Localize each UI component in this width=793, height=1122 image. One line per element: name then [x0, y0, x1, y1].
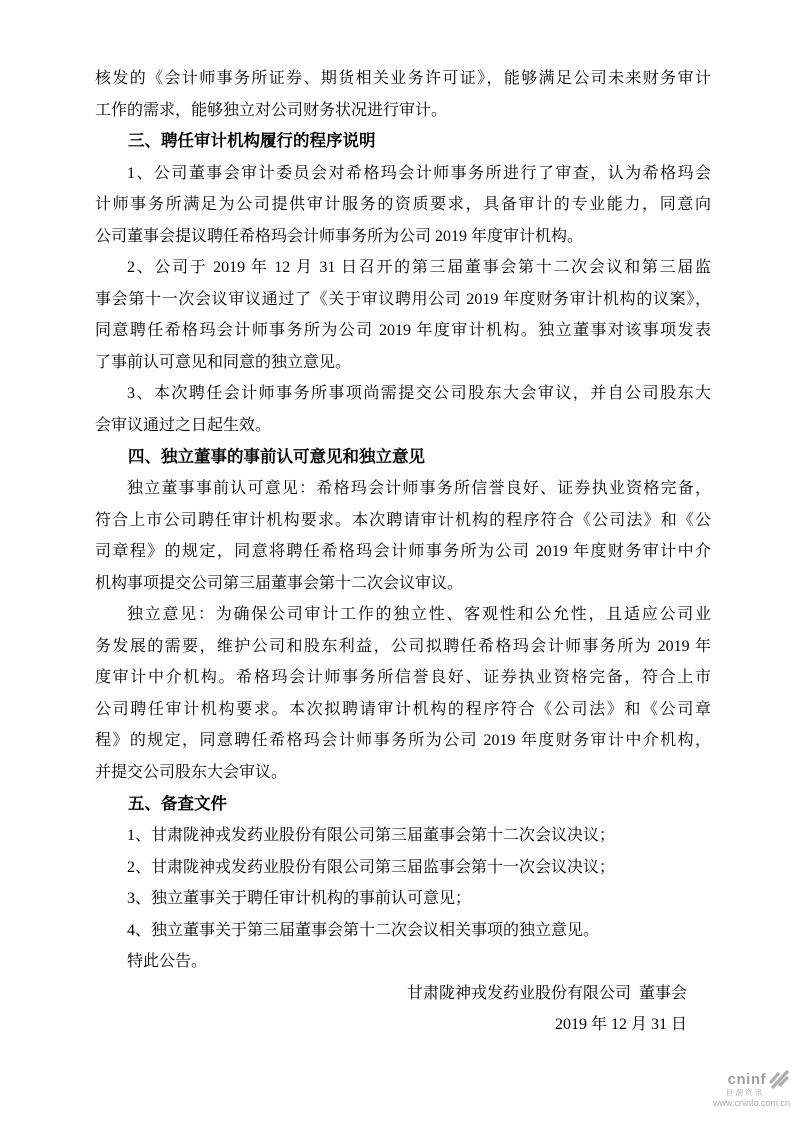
text-line: 1、公司董事会审计委员会对希格玛会计师事务所进行了审查，认为希格玛会: [127, 164, 711, 182]
text-line: 机构事项提交公司第三届董事会第十二次会议审议。: [95, 574, 464, 592]
text-line: 并提交公司股东大会审议。: [95, 764, 288, 782]
paragraph: [95, 883, 711, 915]
section-heading: [95, 789, 711, 821]
cninfo-swoosh-icon: [768, 1070, 790, 1089]
cninfo-watermark: [670, 1070, 790, 1108]
text-line: 2019 年 12 月 31 日: [554, 1016, 687, 1034]
text-line: 3、本次聘任会计师事务所事项尚需提交公司股东大会审议，并自公司股东大: [127, 385, 711, 403]
text-line: 务发展的需要，维护公司和股东利益，公司拟聘任希格玛会计师事务所为 2019 年: [95, 637, 711, 655]
text-line: 独立意见：为确保公司审计工作的独立性、客观性和公允性，且适应公司业: [127, 606, 711, 624]
text-line: 公司聘任审计机构要求。本次拟聘请审计机构的程序符合《公司法》和《公司章: [95, 700, 711, 718]
text-line: 五、备查文件: [128, 794, 227, 813]
text-line: 1、甘肃陇神戎发药业股份有限公司第三届董事会第十二次会议决议；: [127, 827, 616, 845]
text-line: 公司董事会提议聘任希格玛会计师事务所为公司 2019 年度审计机构。: [95, 227, 584, 245]
text-line: 2、公司于 2019 年 12 月 31 日召开的第三届董事会第十二次会议和第三届监: [127, 259, 711, 277]
text-line: 甘肃陇神戎发药业股份有限公司 董事会: [406, 984, 687, 1002]
text-line: 程》的规定，同意聘任希格玛会计师事务所为公司 2019 年度财务审计中介机构，: [95, 732, 711, 750]
text-line: 计师事务所满足为公司提供审计服务的资质要求，具备审计的专业能力，同意向: [95, 196, 711, 214]
text-line: 特此公告。: [127, 953, 208, 971]
paragraph: [95, 378, 711, 441]
cninfo-url: www.cninfo.com.cn: [712, 1097, 790, 1108]
paragraph: [95, 599, 711, 788]
text-line: 四、独立董事的事前认可意见和独立意见: [128, 447, 425, 466]
paragraph: [95, 63, 711, 126]
cninfo-chinese-name: 巨潮资讯: [726, 1088, 764, 1097]
text-line: 符合上市公司聘任审计机构要求。本次聘请审计机构的程序符合《公司法》和《公: [95, 511, 711, 529]
paragraph: [95, 852, 711, 884]
text-line: 同意聘任希格玛会计师事务所为公司 2019 年度审计机构。独立董事对该事项发表: [95, 322, 711, 340]
document-body: [95, 63, 711, 1041]
text-line: 3、独立董事关于聘任审计机构的事前认可意见；: [127, 890, 472, 908]
section-heading: [95, 442, 711, 474]
paragraph: [95, 820, 711, 852]
text-line: 了事前认可意见和同意的独立意见。: [95, 353, 352, 371]
text-line: 工作的需求，能够独立对公司财务状况进行审计。: [95, 101, 448, 119]
paragraph: [95, 252, 711, 378]
cninfo-logo-row: [670, 1070, 790, 1087]
paragraph: [95, 946, 711, 978]
text-line: 核发的《会计师事务所证券、期货相关业务许可证》，能够满足公司未来财务审计: [95, 70, 711, 87]
paragraph: [95, 158, 711, 253]
signature-block: [95, 978, 711, 1041]
text-line: 独立董事事前认可意见：希格玛会计师事务所信誉良好、证券执业资格完备，: [127, 480, 711, 498]
paragraph: [95, 915, 711, 947]
cninfo-logo-text: cninf: [727, 1071, 766, 1088]
text-line: 4、独立董事关于第三届董事会第十二次会议相关事项的独立意见。: [127, 921, 600, 939]
text-line: 会审议通过之日起生效。: [95, 417, 272, 435]
text-line: 度审计中介机构。希格玛会计师事务所信誉良好、证券执业资格完备，符合上市: [95, 669, 711, 687]
text-line: 事会第十一次会议审议通过了《关于审议聘用公司 2019 年度财务审计机构的议案》，: [95, 290, 711, 308]
text-line: 司章程》的规定，同意将聘任希格玛会计师事务所为公司 2019 年度财务审计中介: [95, 543, 711, 561]
text-line: 三、聘任审计机构履行的程序说明: [128, 132, 376, 151]
text-line: 2、甘肃陇神戎发药业股份有限公司第三届监事会第十一次会议决议；: [127, 858, 616, 876]
section-heading: [95, 126, 711, 158]
paragraph: [95, 473, 711, 599]
